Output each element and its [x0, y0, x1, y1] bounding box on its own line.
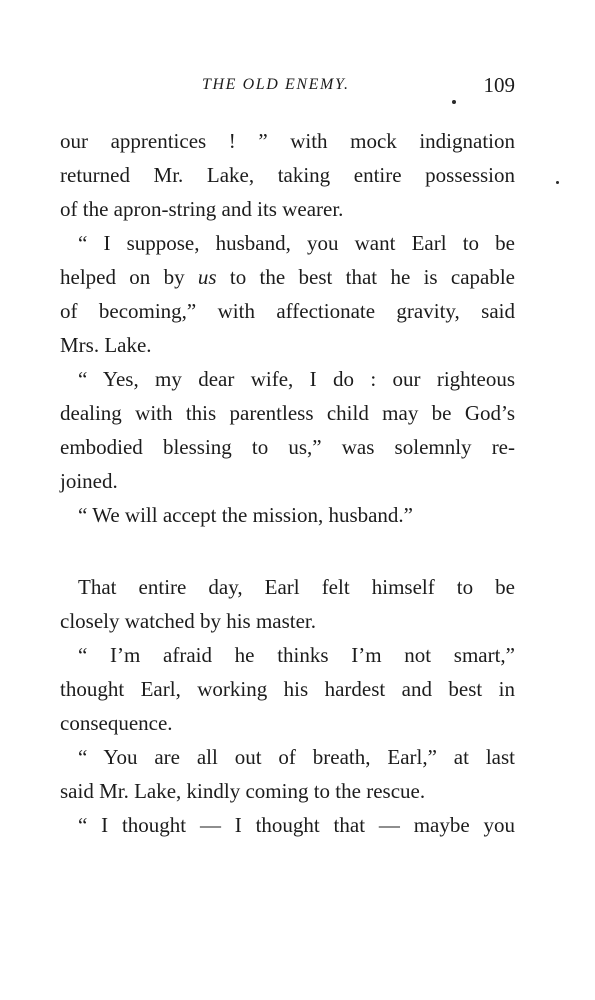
text-line: “ Yes, my dear wife, I do : our righteous	[78, 367, 515, 391]
text-line	[60, 260, 515, 294]
text-fragment: helped on by	[60, 265, 185, 289]
ink-speck	[452, 100, 456, 104]
body-text	[60, 124, 515, 842]
text-line: of the apron-string and its wearer.	[60, 197, 344, 221]
text-line: returned Mr. Lake, taking entire possession	[60, 163, 515, 187]
text-line: Mrs. Lake.	[60, 333, 152, 357]
text-line: “ We will accept the mission, husband.”	[78, 503, 414, 527]
text-line: “ I suppose, husband, you want Earl to be	[78, 231, 515, 255]
text-line: our apprentices ! ” with mock indignation	[60, 129, 515, 153]
text-line: That entire day, Earl felt himself to be	[78, 575, 515, 599]
ink-speck	[556, 181, 559, 184]
text-line: embodied blessing to us,” was solemnly re-	[60, 435, 515, 459]
text-line: joined.	[60, 469, 118, 493]
text-line: “ I thought — I thought that — maybe you	[78, 813, 515, 837]
running-title: THE OLD ENEMY.	[202, 76, 350, 93]
running-header	[60, 70, 515, 100]
page-number: 109	[483, 73, 515, 97]
emphasized-word: us	[197, 265, 217, 289]
text-line: “ I’m afraid he thinks I’m not smart,”	[78, 643, 515, 667]
text-line: of becoming,” with affectionate gravity, said	[60, 299, 515, 323]
text-line: dealing with this parentless child may be God’s	[60, 401, 515, 425]
text-line: consequence.	[60, 711, 173, 735]
text-line: “ You are all out of breath, Earl,” at last	[78, 745, 515, 769]
text-line: closely watched by his master.	[60, 609, 317, 633]
text-fragment: to the best that he is capable	[229, 265, 515, 289]
text-line: said Mr. Lake, kindly coming to the rescue.	[60, 779, 426, 803]
text-line: thought Earl, working his hardest and best in	[60, 677, 515, 701]
